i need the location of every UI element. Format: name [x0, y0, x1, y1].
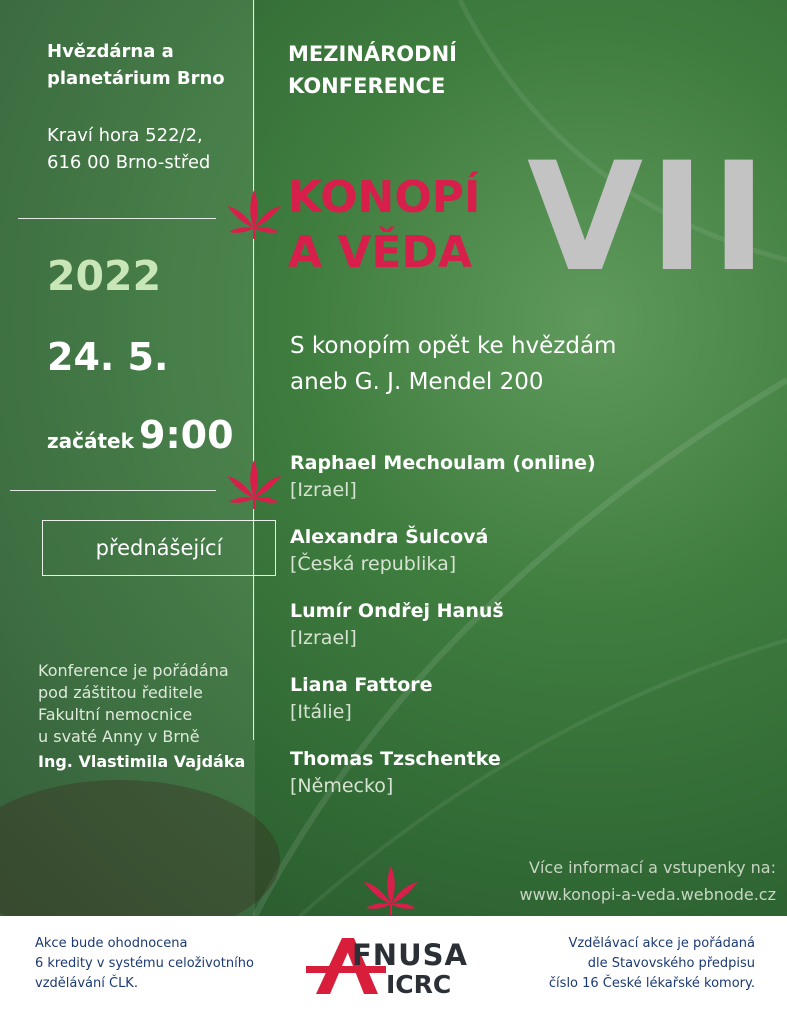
conference-title — [288, 170, 480, 280]
cannabis-leaf-icon — [225, 188, 283, 240]
patronage-line: Fakultní nemocnice — [38, 705, 193, 724]
conference-title-line: A VĚDA — [288, 227, 473, 278]
credits-line: 6 kredity v systému celoživotního — [35, 956, 254, 971]
patronage-line: u svaté Anny v Brně — [38, 727, 200, 746]
speaker-item — [290, 672, 433, 726]
conference-subtitle — [290, 328, 616, 400]
patronage-line: Konference je pořádána — [38, 661, 229, 680]
logo-text-top: FNUSA — [352, 938, 468, 972]
more-info — [470, 854, 776, 908]
patron-name: Ing. Vlastimila Vajdáka — [38, 752, 246, 771]
venue-name-line: Hvězdárna a — [47, 41, 174, 62]
logo-text-bottom: ICRC — [386, 970, 452, 999]
venue-address-line: Kraví hora 522/2, — [47, 125, 203, 146]
speaker-country: [Izrael] — [290, 627, 357, 649]
vertical-divider-middle — [253, 238, 254, 463]
subtitle-line: S konopím opět ke hvězdám — [290, 333, 617, 359]
horizontal-divider-upper — [18, 218, 216, 219]
organisation-note — [515, 934, 755, 994]
speaker-name: Lumír Ondřej Hanuš — [290, 600, 504, 622]
speaker-country: [Itálie] — [290, 701, 352, 723]
speaker-item — [290, 450, 596, 504]
conference-title-line: KONOPÍ — [288, 172, 481, 223]
event-start — [47, 412, 234, 466]
speaker-country: [Izrael] — [290, 479, 357, 501]
speaker-name: Alexandra Šulcová — [290, 526, 489, 548]
credits-note — [35, 934, 295, 994]
patronage-text — [38, 660, 268, 748]
conference-edition: VII — [527, 131, 773, 305]
start-time: 9:00 — [139, 413, 234, 457]
speaker-country: [Česká republika] — [290, 553, 457, 575]
horizontal-divider-lower — [10, 490, 216, 491]
patronage-line: pod záštitou ředitele — [38, 683, 203, 702]
event-date: 24. 5. — [47, 335, 169, 379]
fnusa-icrc-logo — [304, 934, 474, 1004]
conference-type-line: MEZINÁRODNÍ — [288, 42, 457, 66]
speaker-item — [290, 524, 488, 578]
venue-name-line: planetárium Brno — [47, 68, 225, 89]
org-line: číslo 16 České lékařské komory. — [548, 976, 755, 991]
venue-name — [47, 38, 247, 92]
org-line: dle Stavovského předpisu — [587, 956, 755, 971]
conference-type — [288, 38, 457, 102]
speaker-country: [Německo] — [290, 775, 394, 797]
cannabis-leaf-icon — [225, 458, 283, 510]
conference-type-line: KONFERENCE — [288, 74, 446, 98]
venue-address — [47, 122, 247, 176]
subtitle-line: aneb G. J. Mendel 200 — [290, 369, 544, 395]
speakers-heading-box: přednášející — [42, 520, 276, 576]
more-info-label: Více informací a vstupenky na: — [529, 858, 776, 877]
footer — [0, 916, 787, 1024]
credits-line: vzdělávání ČLK. — [35, 976, 138, 991]
speaker-name: Liana Fattore — [290, 674, 433, 696]
event-year: 2022 — [47, 252, 162, 300]
credits-line: Akce bude ohodnocena — [35, 936, 188, 951]
venue-address-line: 616 00 Brno-střed — [47, 152, 211, 173]
vertical-divider-top — [253, 0, 254, 196]
cannabis-leaf-icon — [362, 864, 420, 916]
speaker-name: Raphael Mechoulam (online) — [290, 452, 596, 474]
speaker-name: Thomas Tzschentke — [290, 748, 501, 770]
start-label: začátek — [47, 429, 134, 453]
speaker-item — [290, 746, 501, 800]
website-link[interactable]: www.konopi-a-veda.webnode.cz — [519, 885, 776, 904]
org-line: Vzdělávací akce je pořádaná — [568, 936, 755, 951]
speaker-item — [290, 598, 504, 652]
